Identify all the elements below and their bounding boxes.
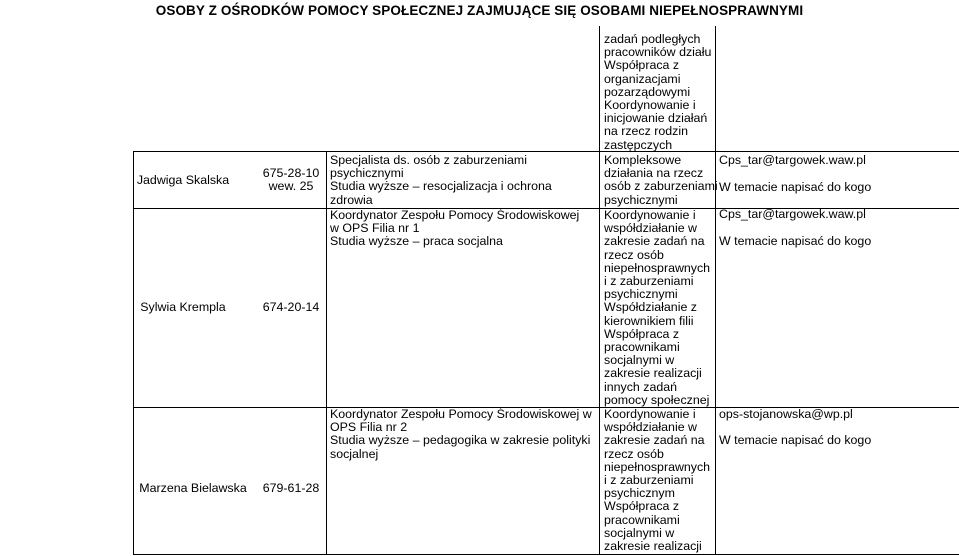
text-line: socjalnymi w [604,353,675,368]
text-line: niepełnosprawnych [604,459,711,474]
text-line: niepełnosprawnych [604,260,711,275]
qualifications [330,209,579,249]
text-line: zakresie zadań na [604,433,705,448]
duties-continuation [604,33,711,152]
duties [604,154,718,207]
text-line: Studia wyższe – pedagogika w zakresie polityki [330,433,591,448]
email-note: W temacie napisać do kogo [719,180,872,194]
phone-extension: wew. 25 [268,179,314,194]
text-line: Koordynowanie i [604,407,696,421]
text-line: Współpraca z [604,58,680,73]
text-line: rzecz osób [604,446,664,461]
text-line: Współpraca z [604,326,680,341]
email-link[interactable]: ops-stojanowska@wp.pl [719,407,853,421]
phone-value: 675-28-10 [262,166,320,180]
phone-number: 679-61-28 [262,481,320,495]
text-line: i z zaburzeniami [604,473,694,488]
text-line: Współdziałanie z [604,300,697,315]
text-line: pozarządowymi [604,84,691,99]
email-note: W temacie napisać do kogo [719,234,872,248]
text-line: socjalnymi w [604,525,675,540]
text-line: pracowników działu [604,45,712,60]
text-line: współdziałanie w [604,221,697,236]
text-line: współdziałanie w [604,420,697,435]
text-line: pracownikami [604,512,680,527]
text-line: zakresie realizacji [604,539,702,554]
text-line: i z zaburzeniami [604,274,694,289]
text-line: działania na rzecz [604,166,704,181]
text-line: OPS Filia nr 2 [330,420,408,435]
email-link[interactable]: Cps_tar@targowek.waw.pl [719,153,866,167]
text-line: pracownikami [604,340,680,355]
text-line: zdrowia [330,192,373,207]
text-line: socjalnej [330,446,379,461]
text-line: Specjalista ds. osób z zaburzeniami [330,153,527,167]
text-line: Koordynator Zespołu Pomocy Środowiskowej [330,208,580,222]
text-line: psychicznymi [604,287,678,302]
phone-number: 674-20-14 [262,300,320,314]
qualifications [330,154,552,207]
text-line: Koordynowanie i [604,98,696,113]
text-line: Współpraca z [604,499,680,514]
text-line: Kompleksowe [604,153,682,167]
person-name: Marzena Bielawska [139,481,247,495]
text-line: Studia wyższe – resocjalizacja i ochrona [330,179,552,194]
text-line: zakresie zadań na [604,234,705,249]
text-line: innych zadań [604,379,678,394]
text-line: psychicznym [604,486,675,501]
text-line: kierownikiem filii [604,313,694,328]
duties [604,209,710,407]
person-name: Sylwia Krempla [140,300,226,314]
text-line: organizacjami [604,71,681,86]
text-line: zakresie realizacji [604,366,702,381]
text-line: Koordynowanie i [604,208,696,222]
text-line: na rzecz rodzin [604,124,689,139]
phone-number [256,167,326,193]
text-line: psychicznymi [330,166,404,181]
text-line: psychicznymi [604,192,678,207]
duties [604,408,710,553]
text-line: osób z zaburzeniami [604,179,718,194]
text-line: w OPS Filia nr 1 [330,221,420,236]
email-note: W temacie napisać do kogo [719,433,872,447]
text-line: pomocy społecznej [604,392,710,407]
text-line: zadań podległych [604,32,701,46]
text-line: Koordynator Zespołu Pomocy Środowiskowej w [330,407,592,421]
person-name: Jadwiga Skalska [136,173,230,187]
text-line: zastępczych [604,137,673,152]
email-link[interactable]: Cps_tar@targowek.waw.pl [719,207,866,221]
text-line: inicjowanie działań [604,111,708,126]
qualifications [330,408,592,461]
text-line: Studia wyższe – praca socjalna [330,234,503,249]
text-line: rzecz osób [604,247,664,262]
page-title: OSOBY Z OŚRODKÓW POMOCY SPOŁECZNEJ ZAJMUJĄCE SIĘ OSOBAMI NIEPEŁNOSPRAWNYMI [155,3,804,18]
